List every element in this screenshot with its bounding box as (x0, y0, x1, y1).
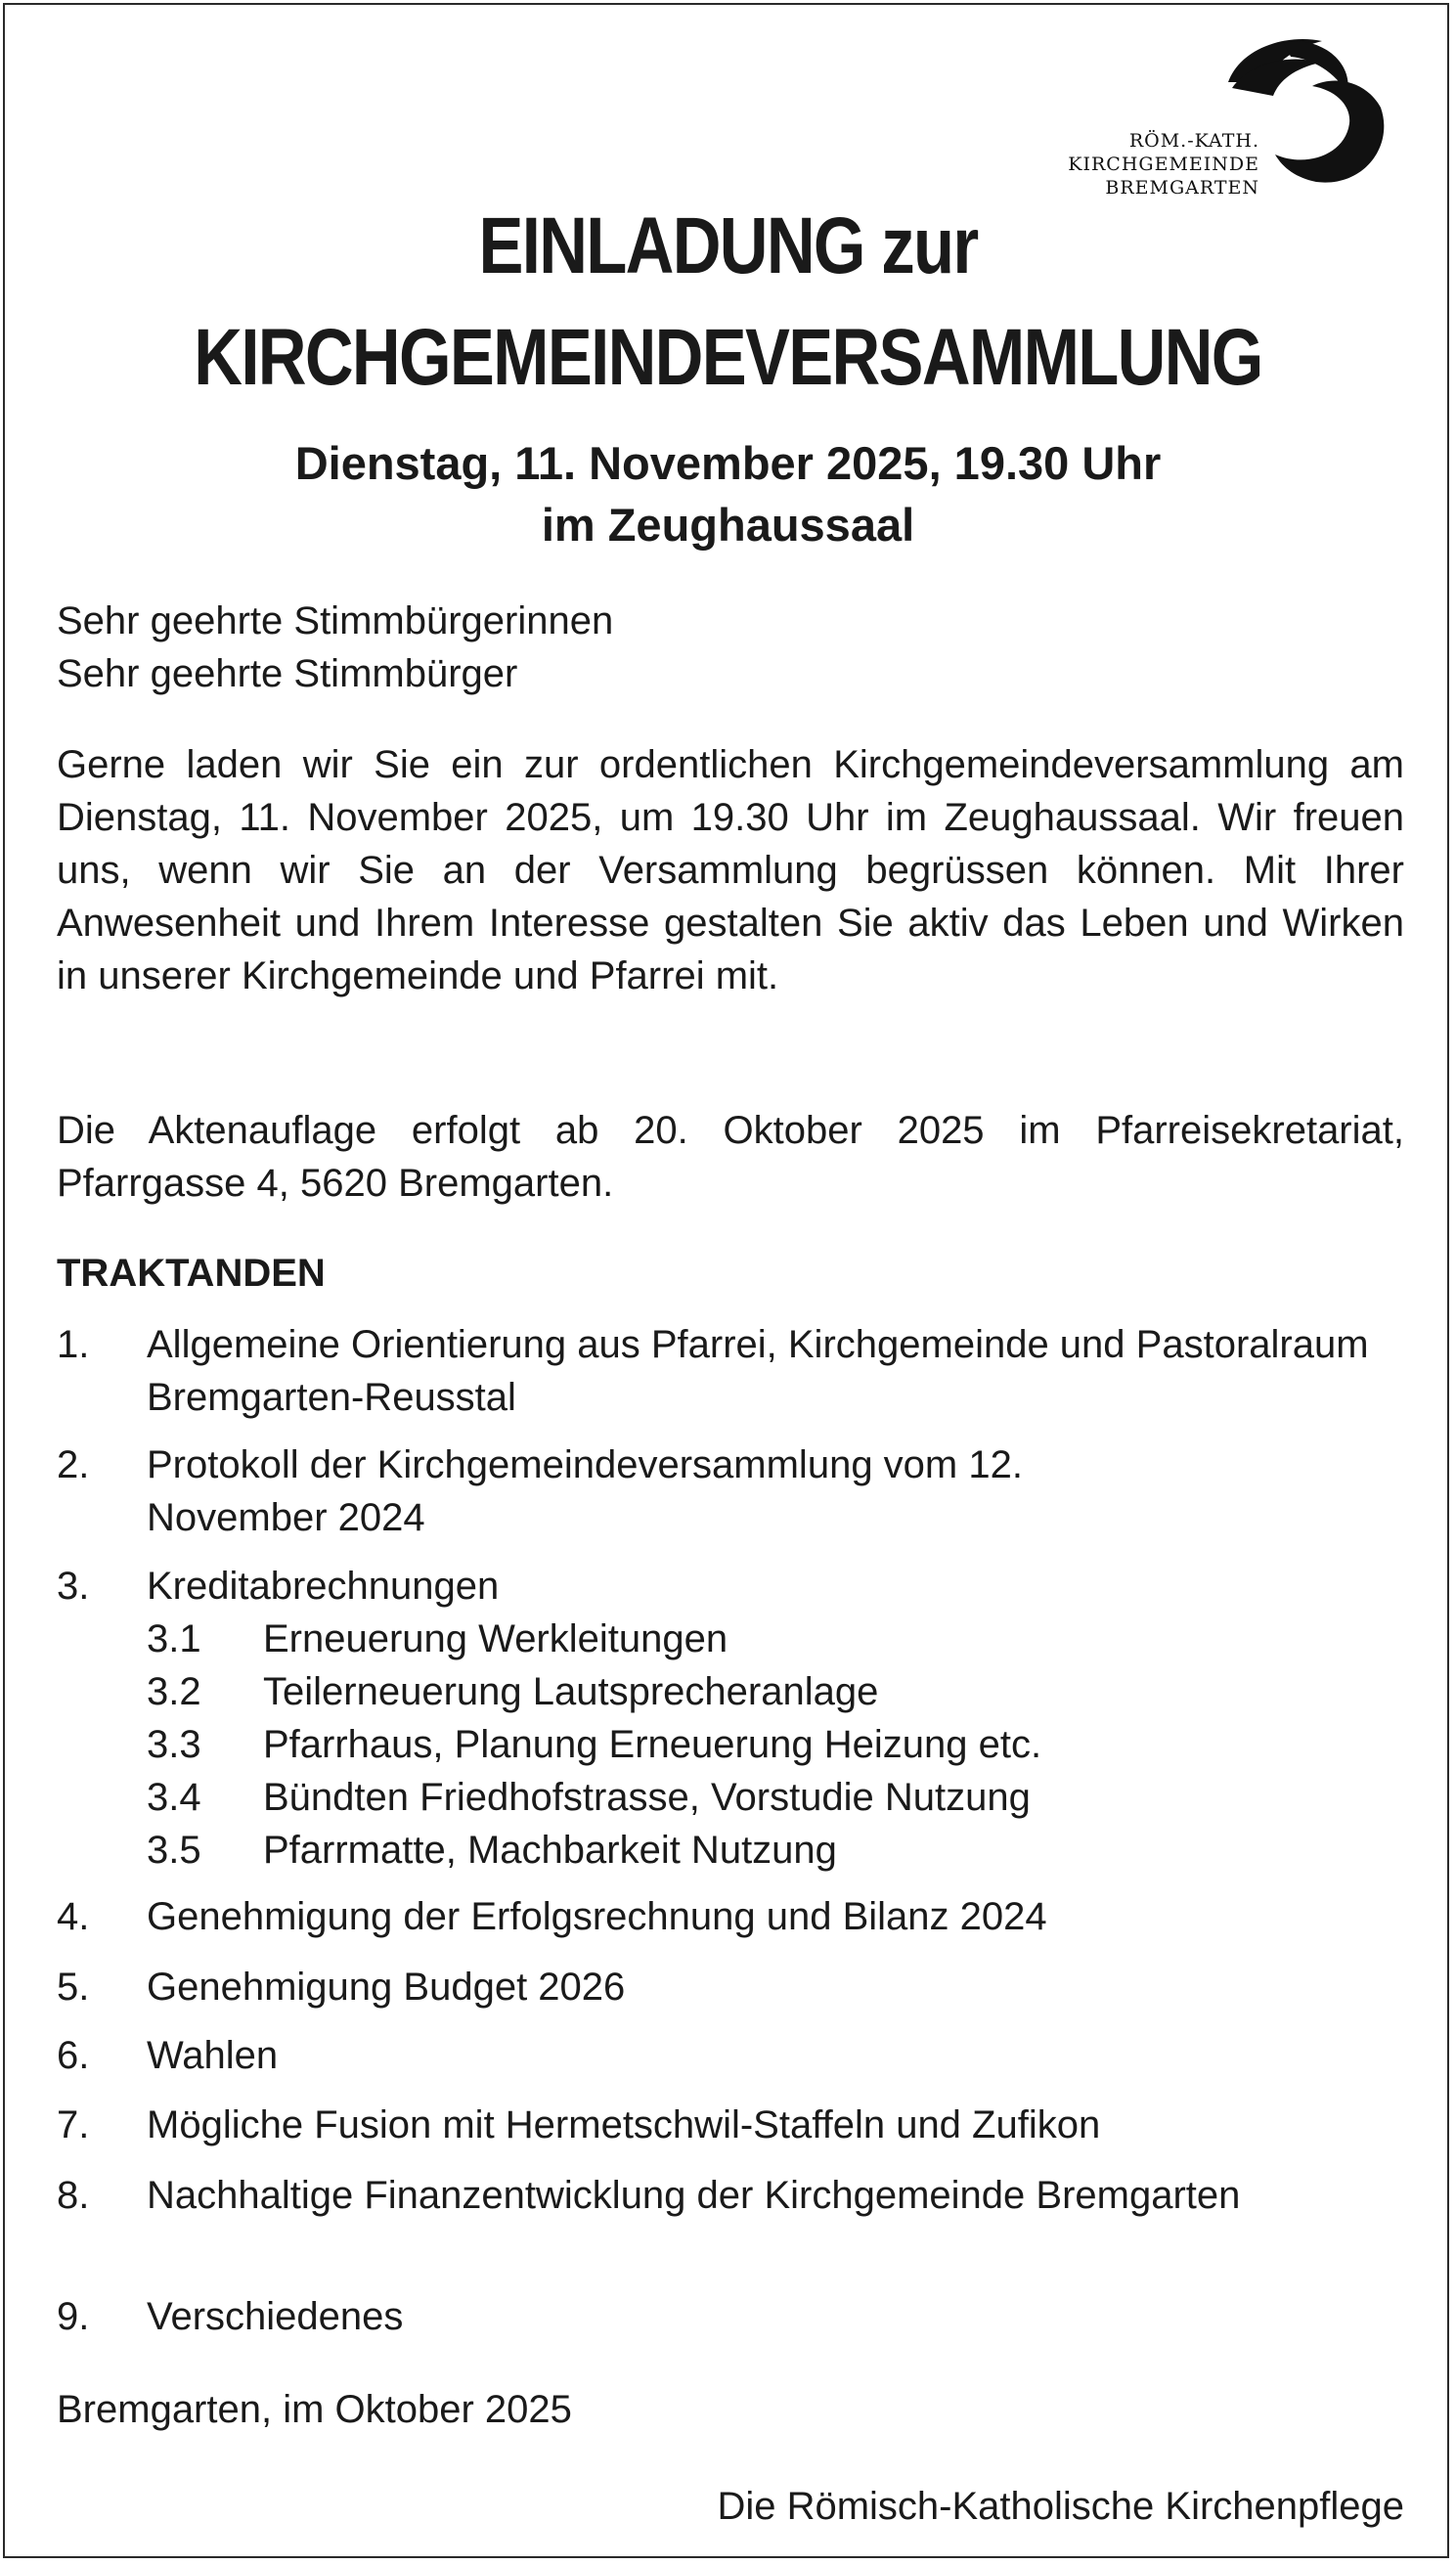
agenda-item-number: 1. (57, 1323, 90, 1366)
agenda-item-label: Genehmigung Budget 2026 (147, 1966, 626, 2009)
agenda-subitem-number: 3.1 (147, 1617, 201, 1660)
agenda-subitem-label: Bündten Friedhofstrasse, Vorstudie Nutzung (263, 1776, 1031, 1819)
agenda-item-number: 4. (57, 1895, 90, 1938)
agenda-item-number: 2. (57, 1443, 90, 1486)
event-location: im Zeughaussaal (541, 499, 915, 551)
agenda-item-label: Genehmigung der Erfolgsrechnung und Bilanz 2024 (147, 1895, 1047, 1938)
greeting-line-1: Sehr geehrte Stimmbürgerinnen (57, 599, 614, 642)
agenda-item-number: 6. (57, 2034, 90, 2077)
agenda-item-label: Protokoll der Kirchgemeindeversammlung vom 12. November 2024 (147, 1443, 1023, 1539)
event-date: Dienstag, 11. November 2025, 19.30 Uhr (294, 437, 1162, 489)
agenda-item-label: Verschiedenes (147, 2295, 404, 2338)
invitation-paragraph: Gerne laden wir Sie ein zur ordentlichen Kirchgemeindeversammlung am Dienstag, 11. November 2025, um 19.30 Uhr im Zeughaussaal. Wir freuen uns, wenn wir Sie an der Versammlung begrüssen können. Mit Ihrer Anwesenheit und Ihrem Interesse gestalten Sie aktiv das Leben und Wirken in unserer Kirchgemeinde und Pfarrei mit. (57, 743, 1404, 997)
parish-logo (947, 25, 1396, 199)
agenda-subitem-label: Erneuerung Werkleitungen (263, 1617, 728, 1660)
title-line-2: KIRCHGEMEINDEVERSAMMLUNG (194, 313, 1262, 402)
files-paragraph: Die Aktenauflage erfolgt ab 20. Oktober 2025 im Pfarreisekretariat, Pfarrgasse 4, 5620 Bremgarten. (57, 1109, 1404, 1205)
logo-line-2: BREMGARTEN (1105, 177, 1259, 199)
agenda-item-number: 8. (57, 2174, 90, 2217)
agenda-item-label: Nachhaltige Finanzentwicklung der Kirchgemeinde Bremgarten (147, 2174, 1241, 2217)
agenda-item-number: 7. (57, 2103, 90, 2146)
signature: Die Römisch-Katholische Kirchenpflege (717, 2485, 1404, 2528)
agenda-item-label: Kreditabrechnungen (147, 1565, 500, 1608)
agenda-subitem-number: 3.5 (147, 1829, 201, 1872)
agenda-subitem-label: Pfarrhaus, Planung Erneuerung Heizung etc. (263, 1723, 1042, 1766)
greeting-line-2: Sehr geehrte Stimmbürger (57, 652, 518, 695)
swirl-logo-icon (1189, 25, 1394, 192)
agenda-item-number: 3. (57, 1565, 90, 1608)
agenda-subitem-number: 3.2 (147, 1670, 201, 1713)
agenda-subitem-label: Pfarrmatte, Machbarkeit Nutzung (263, 1829, 837, 1872)
agenda-item-number: 9. (57, 2295, 90, 2338)
agenda-item-label: Wahlen (147, 2034, 279, 2077)
title-line-1: EINLADUNG zur (478, 201, 978, 290)
agenda-heading: TRAKTANDEN (57, 1252, 326, 1295)
agenda-item-label: Allgemeine Orientierung aus Pfarrei, Kirchgemeinde und Pastoralraum Bremgarten-Reusstal (147, 1323, 1369, 1419)
logo-line-1: RÖM.-KATH. KIRCHGEMEINDE (1068, 130, 1259, 175)
agenda-subitem-number: 3.4 (147, 1776, 201, 1819)
agenda-item-number: 5. (57, 1966, 90, 2009)
place-date: Bremgarten, im Oktober 2025 (57, 2388, 572, 2431)
agenda-subitem-number: 3.3 (147, 1723, 201, 1766)
agenda-item-label: Mögliche Fusion mit Hermetschwil-Staffeln und Zufikon (147, 2103, 1101, 2146)
agenda-subitem-label: Teilerneuerung Lautsprecheranlage (263, 1670, 879, 1713)
